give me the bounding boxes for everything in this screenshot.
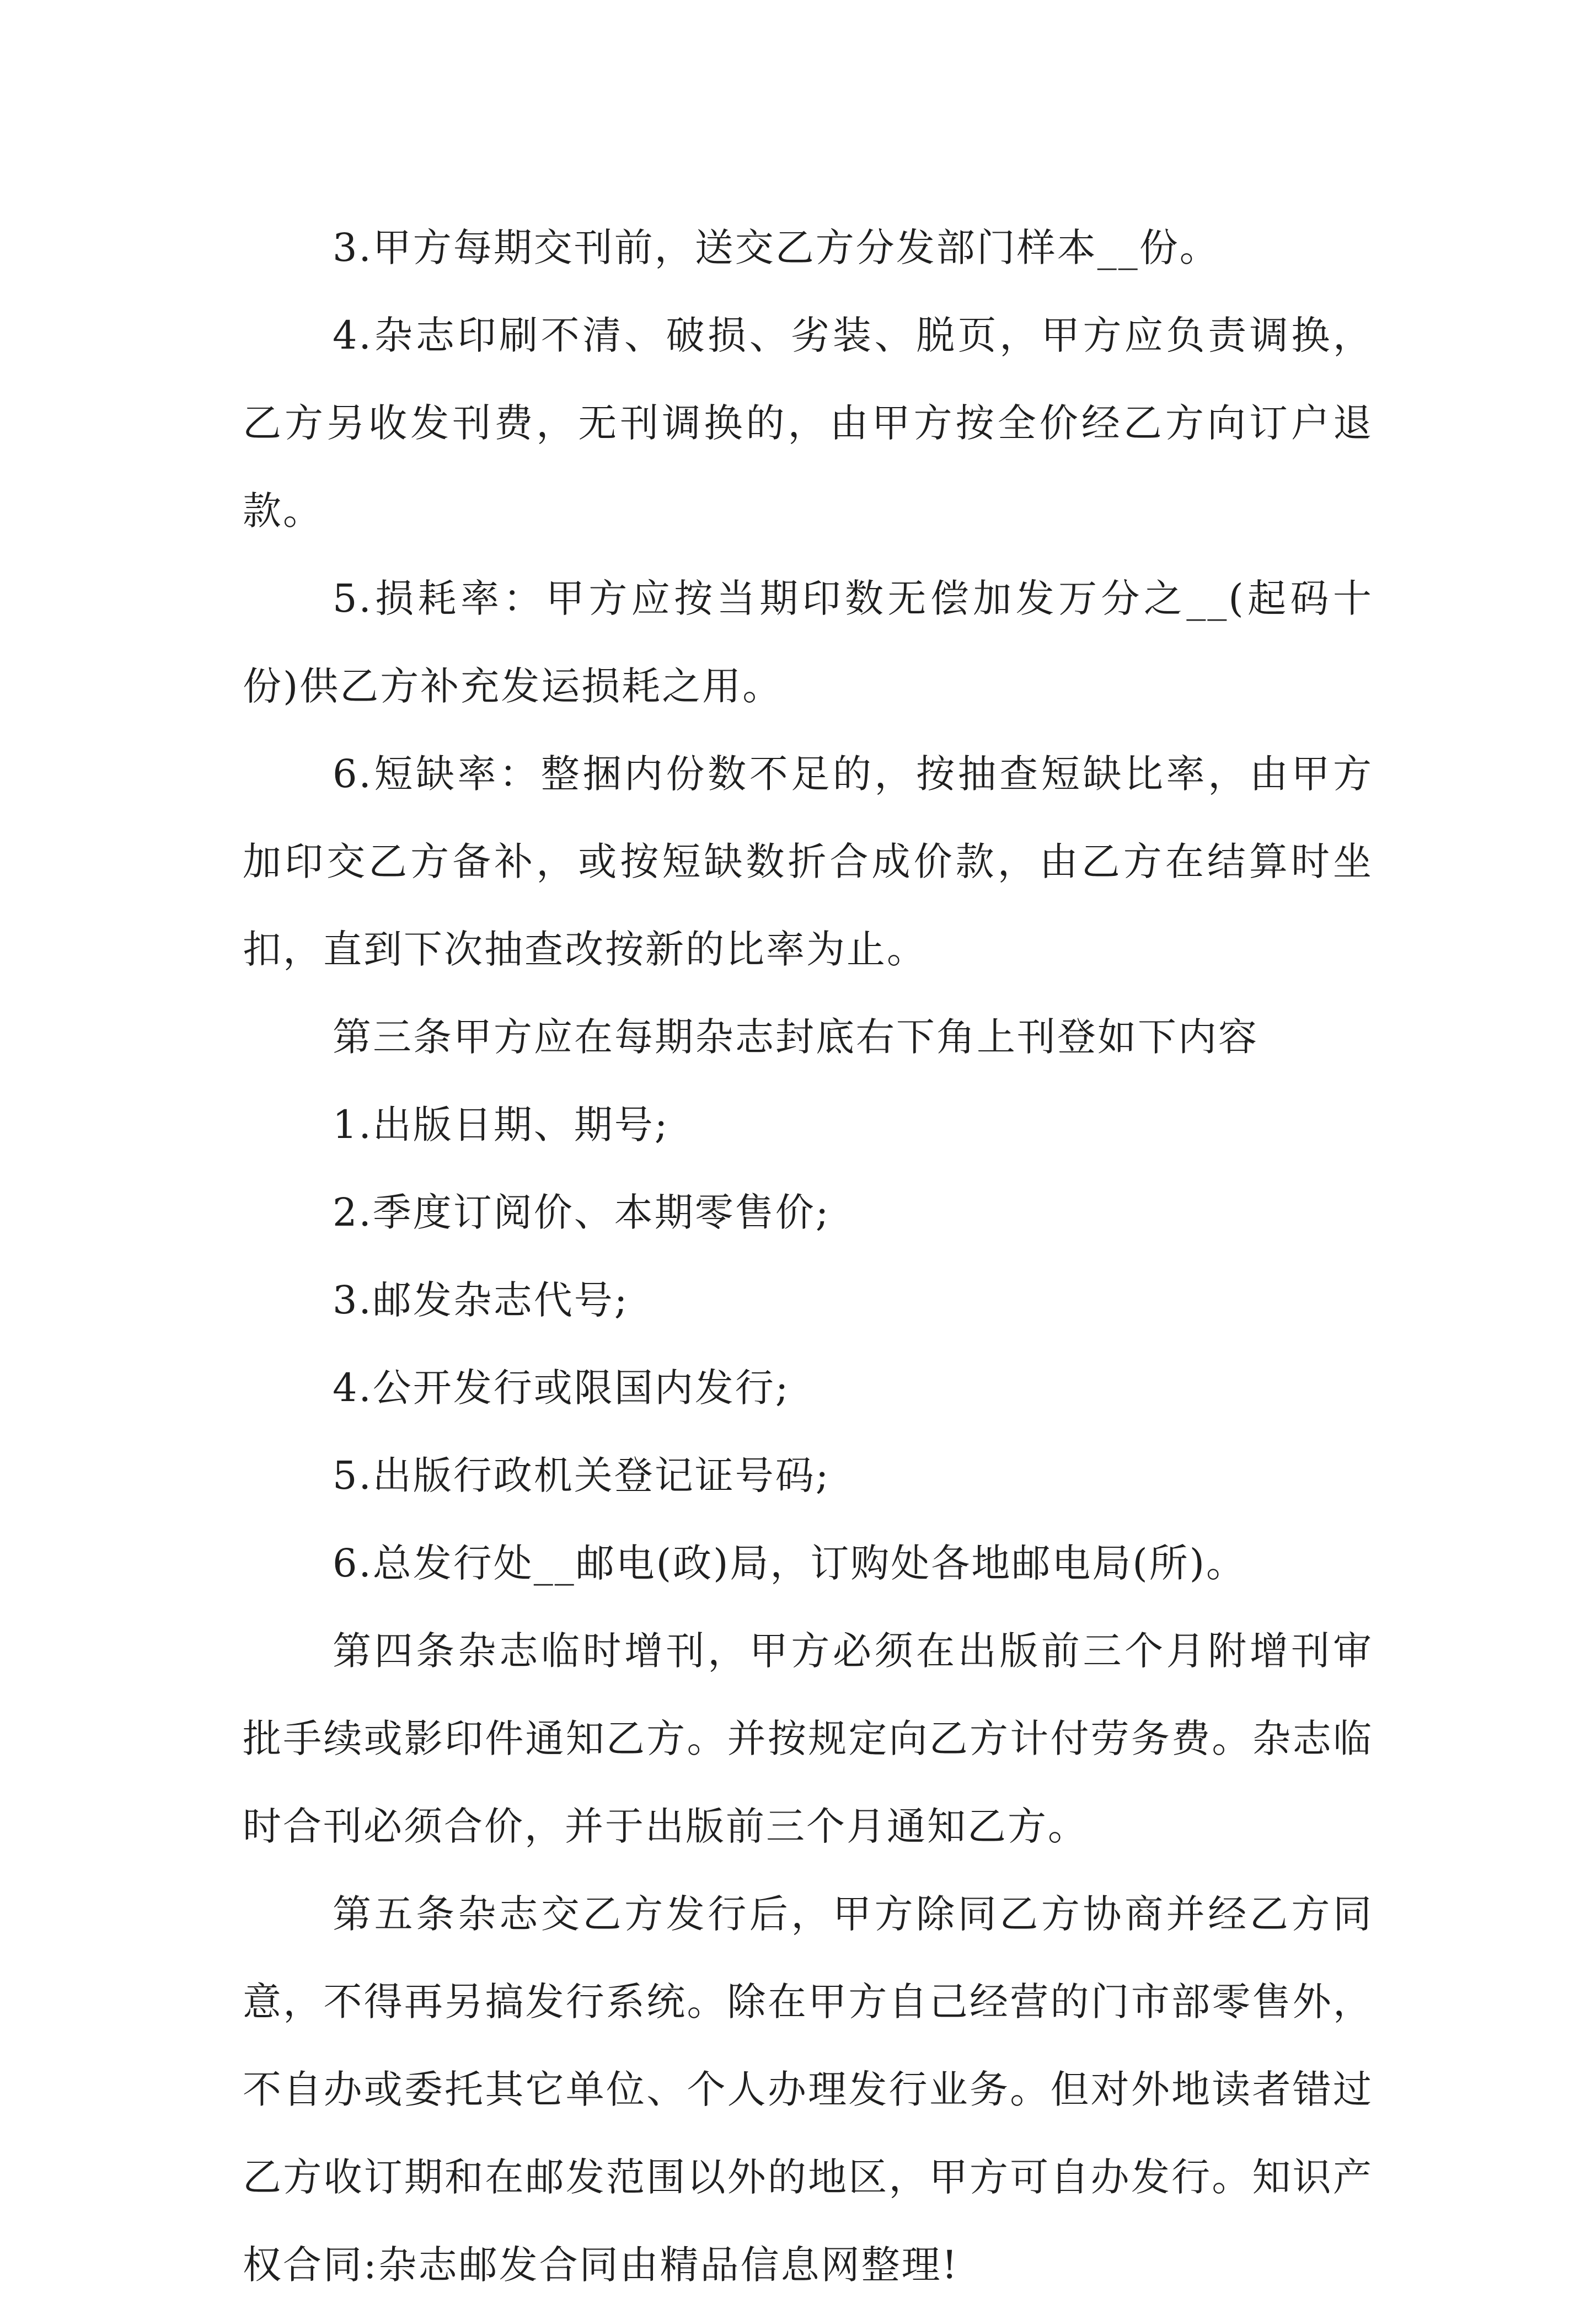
paragraph-shortage-rate: 6.短缺率：整捆内份数不足的，按抽查短缺比率，由甲方加印交乙方备补，或按短缺数折合成价款，由乙方在结算时坐扣，直到下次抽查改按新的比率为止。 (243, 751, 1373, 972)
list-item-postal-code: 3.邮发杂志代号; (333, 1278, 629, 1323)
paragraph-wastage-rate: 5.损耗率：甲方应按当期印数无偿加发万分之__(起码十份)供乙方补充发运损耗之用。 (243, 576, 1373, 709)
article-four-paragraph: 第四条杂志临时增刊，甲方必须在出版前三个月附增刊审批手续或影印件通知乙方。并按规定向乙方计付劳务费。杂志临时合刊必须合价，并于出版前三个月通知乙方。 (243, 1628, 1373, 1849)
list-item-price: 2.季度订阅价、本期零售价; (333, 1190, 831, 1235)
paragraph-sample-copies: 3.甲方每期交刊前，送交乙方分发部门样本__份。 (333, 225, 1220, 270)
list-item-publication-date: 1.出版日期、期号; (333, 1102, 670, 1147)
list-item-registration-number: 5.出版行政机关登记证号码; (333, 1453, 831, 1498)
list-item-distribution-office: 6.总发行处__邮电(政)局，订购处各地邮电局(所)。 (333, 1541, 1247, 1586)
document-body (243, 204, 1373, 2309)
paragraph-print-defects: 4.杂志印刷不清、破损、劣装、脱页，甲方应负责调换，乙方另收发刊费，无刊调换的，由甲方按全价经乙方向订户退款。 (243, 313, 1373, 533)
article-three-heading: 第三条甲方应在每期杂志封底右下角上刊登如下内容 (333, 1014, 1258, 1060)
list-item-distribution-scope: 4.公开发行或限国内发行; (333, 1365, 790, 1410)
article-five-paragraph: 第五条杂志交乙方发行后，甲方除同乙方协商并经乙方同意，不得再另搞发行系统。除在甲方自己经营的门市部零售外，不自办或委托其它单位、个人办理发行业务。但对外地读者错过乙方收订期和在邮发范围以外的地区，甲方可自办发行。知识产权合同:杂志邮发合同由精品信息网整理! (243, 1891, 1373, 2287)
